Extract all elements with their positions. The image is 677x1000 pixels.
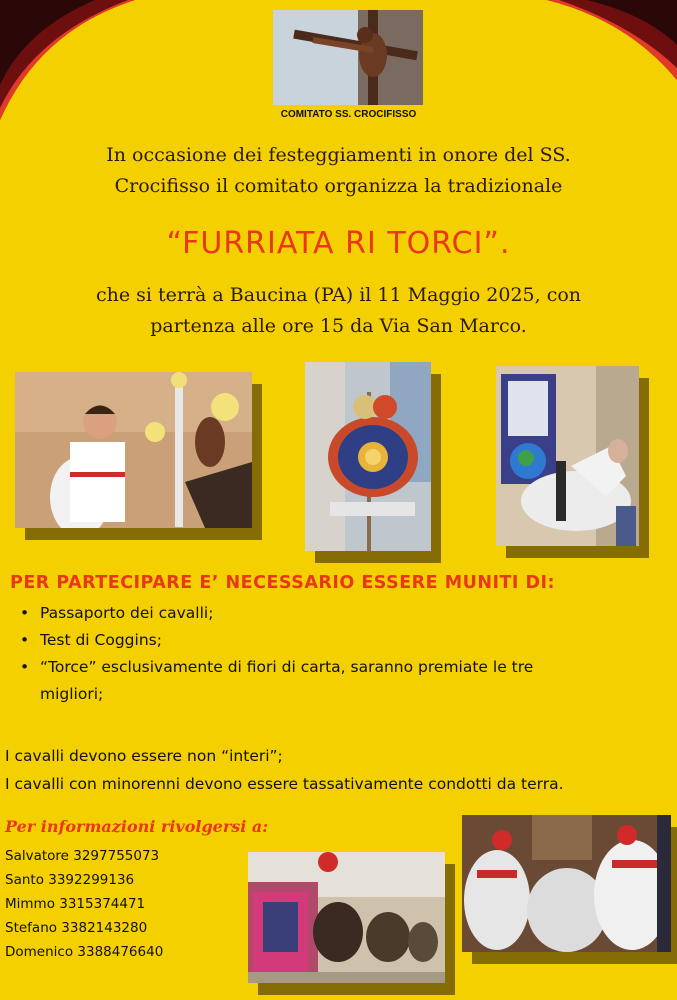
info-heading: Per informazioni rivolgersi a: bbox=[5, 817, 269, 836]
contact-entry: Mimmo 3315374471 bbox=[5, 896, 146, 912]
details-line-2: partenza alle ore 15 da Via San Marco. bbox=[150, 315, 527, 337]
rule-line: I cavalli con minorenni devono essere tassativamente condotti da terra. bbox=[5, 775, 564, 793]
torch-decoration-photo bbox=[305, 362, 431, 551]
intro-text bbox=[40, 140, 637, 202]
list-item: • Test di Coggins; bbox=[20, 627, 640, 654]
contact-entry: Stefano 3382143280 bbox=[5, 920, 148, 936]
list-item: • “Torce” esclusivamente di fiori di carta, saranno premiate le tre migliori; bbox=[20, 654, 640, 708]
street-procession-photo bbox=[248, 852, 445, 983]
event-title: “FURRIATA RI TORCI”. bbox=[166, 226, 511, 261]
list-item: • Passaporto dei cavalli; bbox=[20, 600, 640, 627]
event-details bbox=[40, 280, 637, 342]
requirements-heading: PER PARTECIPARE E’ NECESSARIO ESSERE MUNITI DI: bbox=[10, 573, 556, 593]
contact-entry: Santo 3392299136 bbox=[5, 872, 135, 888]
bullet-icon: • bbox=[20, 658, 30, 676]
horse-with-banner-photo bbox=[496, 366, 639, 546]
contact-entry: Salvatore 3297755073 bbox=[5, 848, 160, 864]
committee-name: COMITATO SS. CROCIFISSO bbox=[280, 109, 417, 120]
intro-line-1: In occasione dei festeggiamenti in onore del SS. bbox=[106, 144, 571, 166]
rule-line: I cavalli devono essere non “interi”; bbox=[5, 747, 283, 765]
decorated-horses-photo bbox=[462, 815, 671, 952]
contacts-list bbox=[5, 844, 163, 964]
contact-entry: Domenico 3388476640 bbox=[5, 944, 164, 960]
details-line-1: che si terrà a Baucina (PA) il 11 Maggio 2025, con bbox=[95, 284, 582, 306]
crucifix-photo bbox=[273, 10, 423, 105]
intro-line-2: Crocifisso il comitato organizza la tradizionale bbox=[114, 175, 563, 197]
bullet-icon: • bbox=[20, 604, 30, 622]
child-with-torch-photo bbox=[15, 372, 252, 528]
rules-text bbox=[5, 742, 645, 798]
bullet-icon: • bbox=[20, 631, 30, 649]
top-right-corner-decoration bbox=[537, 0, 677, 90]
requirements-list bbox=[20, 600, 640, 708]
